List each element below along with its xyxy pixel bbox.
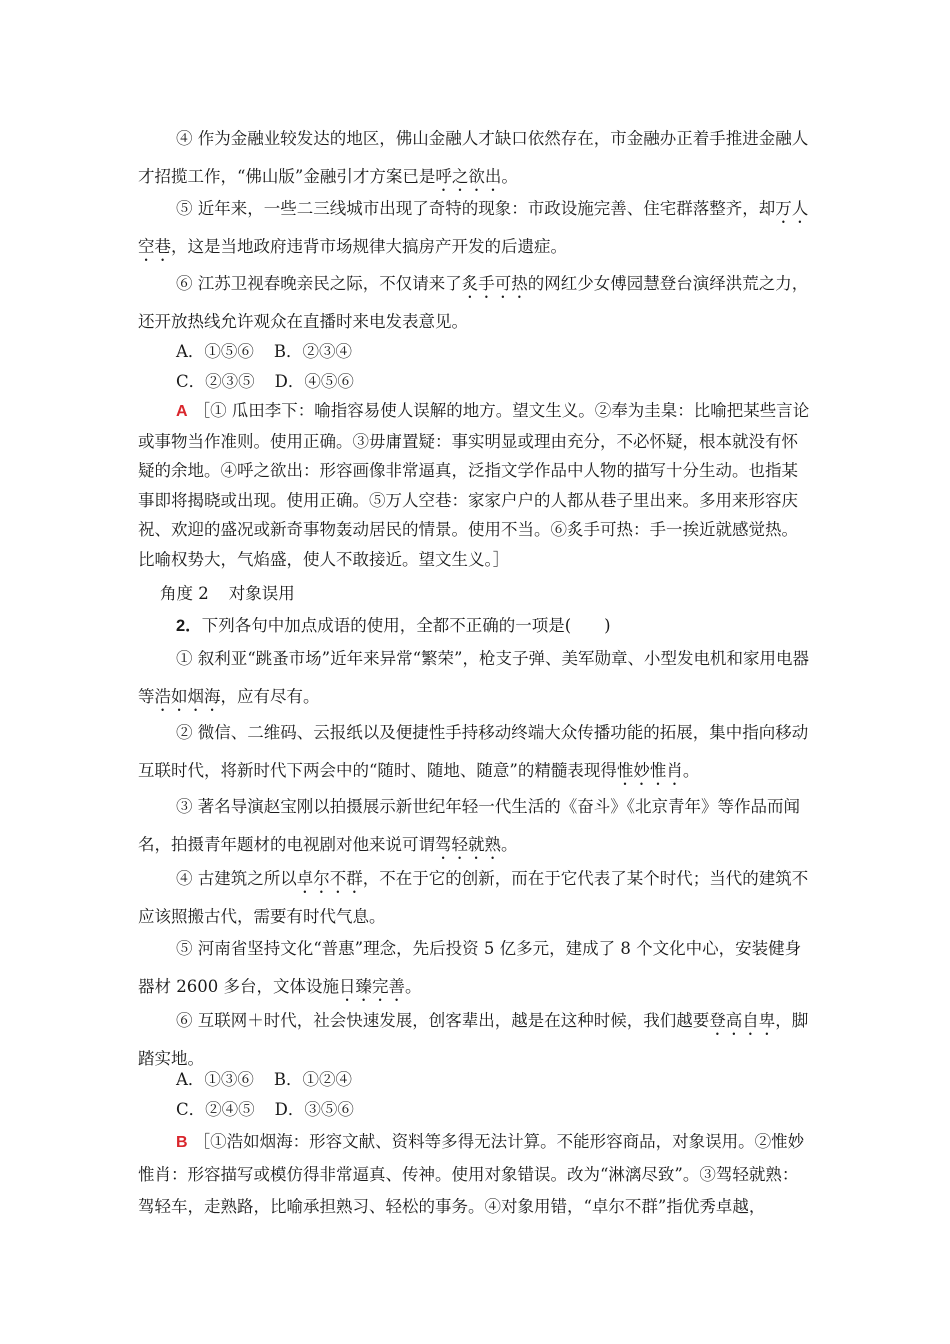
q1-option-a: A．①⑤⑥: [176, 342, 254, 361]
q1-item-4-end: 。: [501, 167, 518, 186]
q2-item-6-text: ⑥ 互联网＋时代，社会快速发展，创客辈出，越是在这种时候，我们越要: [176, 1011, 710, 1030]
q2-option-d: D．③⑤⑥: [274, 1100, 354, 1119]
q2-item-3-text: ③ 著名导演赵宝刚以拍摄展示新世纪年轻一代生活的《奋斗》《北京青年》等作品而闻名，拍摄青年题材的电视剧对他来说可谓: [138, 797, 800, 854]
q2-item-3-end: 。: [501, 835, 518, 854]
q1-options-ab: [176, 338, 352, 366]
q1-item-5-text: ⑤ 近年来，一些二三线城市出现了奇特的现象：市政设施完善、住宅群落整齐，却: [176, 199, 776, 218]
q2-item-2-end: 。: [682, 761, 700, 780]
q1-item-4-text: ④ 作为金融业较发达的地区，佛山金融人才缺口依然存在，市金融办正着手推进金融人才招揽工作，“佛山版”金融引才方案已是: [138, 129, 809, 186]
q2-answer-text: ［①浩如烟海：形容文献、资料等多得无法计算。不能形容商品，对象误用。②惟妙惟肖：形容描写或模仿得非常逼真、传神。使用对象错误。改为“淋漓尽致”。③驾轻就熟：驾轻车，走熟路，比喻承担熟习、轻松的事务。④对象用错，“卓尔不群”指优秀卓越，: [138, 1132, 805, 1216]
section-heading: [160, 580, 295, 608]
q2-option-a: A．①③⑥: [176, 1070, 254, 1089]
q2-item-3: [138, 788, 814, 864]
q1-option-d: D．④⑤⑥: [274, 372, 354, 391]
q2-item-6-end: ，脚踏实地。: [138, 1011, 809, 1068]
q2-option-b: B．①②④: [273, 1070, 353, 1089]
q1-options-cd: [176, 368, 354, 396]
q2-item-2-text: ② 微信、二维码、云报纸以及便捷性手持移动终端大众传播功能的拓展，集中指向移动互联时代，将新时代下两会中的“随时、随地、随意”的精髓表现得: [138, 723, 809, 780]
q1-item-5: [138, 190, 814, 266]
q2-options-ab: [176, 1066, 352, 1094]
q1-item-5-idiom: 万人空巷: [138, 199, 809, 256]
q1-option-c: C．②③⑤: [176, 372, 255, 391]
q2-option-c: C．②④⑤: [176, 1100, 255, 1119]
q1-item-4-idiom: 呼之欲出: [435, 167, 502, 186]
section-label: 角度 2: [160, 584, 209, 603]
q1-item-6: [138, 265, 814, 341]
q1-item-5-end: ，这是当地政府违背市场规律大搞房产开发的后遗症。: [171, 237, 567, 256]
q2-item-2: [138, 714, 814, 790]
q1-item-6-idiom: 炙手可热: [461, 274, 528, 293]
q2-item-5: [138, 930, 814, 1006]
q2-item-2-idiom: 惟妙惟肖: [616, 761, 683, 780]
q2-item-4-end: ，不在于它的创新，而在于它代表了某个时代；当代的建筑不应该照搬古代，需要有时代气息。: [138, 869, 809, 926]
q2-item-4-idiom: 卓尔不群: [296, 869, 363, 888]
q2-item-4: [138, 860, 814, 936]
q1-answer-text: ［① 瓜田李下：喻指容易使人误解的地方。望文生义。②奉为圭臬：比喻把某些言论或事物当作准则。使用正确。③毋庸置疑：事实明显或理由充分，不必怀疑，根本就没有怀疑的余地。④呼之欲出：形容画像非常逼真，泛指文学作品中人物的描写十分生动。也指某事即将揭晓或出现。使用正确。⑤万人空巷：家家户户的人都从巷子里出来。多用来形容庆祝、欢迎的盛况或新奇事物轰动居民的情景。使用不当。⑥炙手可热：手一挨近就感觉热。比喻权势大，气焰盛，使人不敢接近。望文生义。］: [138, 401, 810, 569]
q2-stem: [176, 612, 611, 640]
q1-item-4: [138, 120, 814, 196]
q1-answer-explanation: [138, 396, 814, 574]
q2-item-6-idiom: 登高自卑: [709, 1011, 776, 1030]
q2-item-4-text: ④ 古建筑之所以: [176, 869, 297, 888]
q2-answer-letter: B: [176, 1134, 188, 1151]
q2-stem-text: 下列各句中加点成语的使用，全都不正确的一项是( ): [201, 616, 611, 635]
q2-item-1-text: ① 叙利亚“跳蚤市场”近年来异常“繁荣”，枪支子弹、美军勋章、小型发电机和家用电器等: [138, 649, 809, 706]
section-title: 对象误用: [228, 584, 295, 603]
q2-item-1-idiom: 浩如烟海: [154, 687, 221, 706]
q2-answer-explanation: [138, 1126, 814, 1223]
q2-item-1-end: ，应有尽有。: [220, 687, 320, 706]
q2-number: 2．: [176, 617, 202, 635]
q1-answer-letter: A: [176, 403, 188, 420]
q2-item-5-idiom: 日臻完善: [338, 977, 405, 996]
q2-item-1: [138, 640, 814, 716]
q2-item-5-end: 。: [404, 977, 422, 996]
q1-item-6-end: 的网红少女傅园慧登台演绎洪荒之力，还开放热线允许观众在直播时来电发表意见。: [138, 274, 809, 331]
q2-item-5-text: ⑤ 河南省坚持文化“普惠”理念，先后投资 5 亿多元，建成了 8 个文化中心，安装健身器材 2600 多台，文体设施: [138, 939, 802, 996]
q1-option-b: B．②③④: [273, 342, 353, 361]
q2-options-cd: [176, 1096, 354, 1124]
q1-item-6-text: ⑥ 江苏卫视春晚亲民之际，不仅请来了: [176, 274, 462, 293]
q2-item-3-idiom: 驾轻就熟: [435, 835, 501, 854]
